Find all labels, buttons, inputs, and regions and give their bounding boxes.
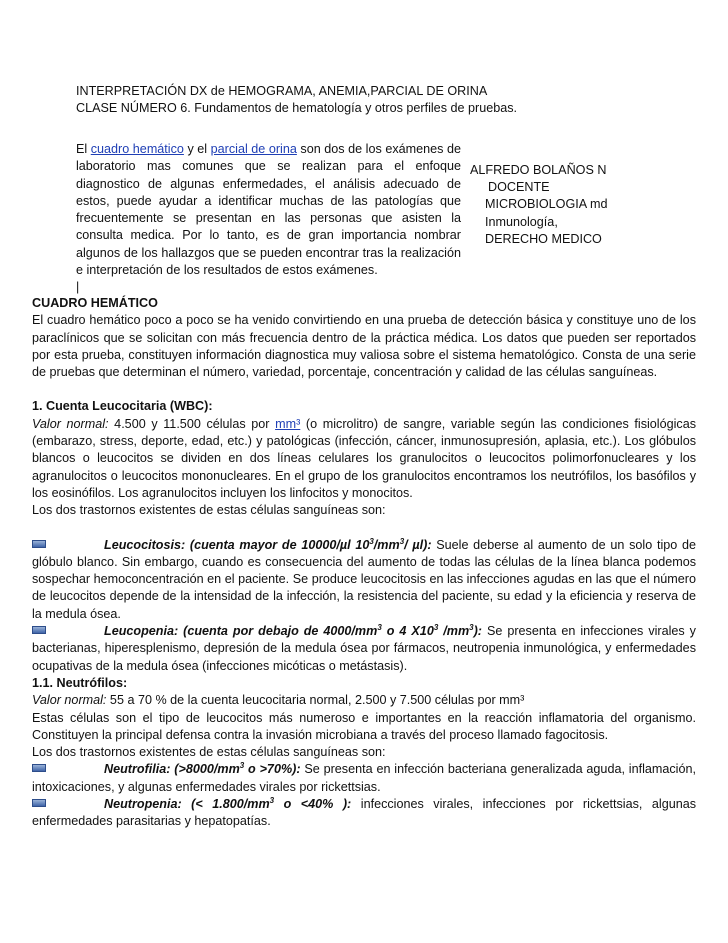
wbc-normal-value: 4.500 y 11.500 células por [108,416,276,431]
leucopenia-item [32,623,696,675]
document-body [32,295,696,831]
neutropenia-text: infecciones virales, infecciones por rickettsias, algunas enfermedades parasitarias y hepatopatías. [32,797,697,829]
leucocitosis-text: Suele deberse al aumento de un solo tipo de glóbulo blanco. Sin embargo, cuando es consecuencia del aumento de todas las células de la línea blanca podemos sospechar hemoconcentración en el paciente. Se produce leucocitosis en las infecciones agudas en las que el número de leucocitos depende de la intensidad de la infección, la resistencia del paciente, su edad y la eficiencia y reserva de la medula ósea. [32,537,696,621]
intro-paragraph [76,141,461,297]
wbc-title: 1. Cuenta Leucocitaria (WBC): [32,399,213,414]
author-area-1: Inmunología, [485,214,558,229]
neutrofilos-normal [32,692,696,709]
neutrofilos-disorders-intro: Los dos trastornos existentes de estas células sanguíneas son: [32,745,386,760]
author-box [470,162,710,248]
neutrofilia-heading: Neutrofilia: ($>8000/mm^3$ o >70%): [104,761,301,777]
wbc-paragraph [32,416,696,502]
bullet-icon [32,764,46,772]
intro-text-end: son dos de los exámenes de laboratorio mas comunes que se realizan para el enfoque diagnostico de algunas enfermedades, el análisis adecuado de estos, puede ayudar a identificar muchas de las patologías que frecuentemente se presentan en las personas que asisten la consulta medica. Por lo tanto, es de gran importancia nombrar algunos de los hallazgos que se pueden encontrar tras la realización e interpretación de los resultados de estos exámenes. [76,142,461,278]
intro-text-start: El [76,142,91,156]
wbc-disorders-intro: Los dos trastornos existentes de estas células sanguíneas son: [32,503,386,518]
author-name: ALFREDO BOLAÑOS N [470,163,607,177]
author-dept: MICROBIOLOGIA md [485,197,608,212]
leucopenia-text: Se presenta en infecciones virales y bacterianas, hiperesplenismo, depresión de la medula ósea por fármacos, neutropenia inmunológica, y enfermedades ocupativas de la medula ósea (infecciones micóticas o metástasis). [32,624,696,673]
author-area-2: DERECHO MEDICO [485,231,602,246]
link-mm3[interactable]: mm³ [275,416,301,431]
text-cursor: | [76,280,80,295]
link-parcial-de-orina[interactable]: parcial de orina [210,142,297,156]
neutrofilia-item [32,761,696,796]
section-title: CUADRO HEMÁTICO [32,296,158,310]
bullet-icon [32,540,46,548]
neutropenia-item [32,796,696,831]
bullet-icon [32,799,46,807]
section-paragraph: El cuadro hemático poco a poco se ha venido convirtiendo en una prueba de detección básica y constituye uno de los paraclínicos que se solicitan con más frecuencia dentro de la práctica médica. Los datos que pueden ser reportados por esta prueba, constituyen información diagnostica muy valiosa sobre el sistema hematológico. Consta de una serie de pruebas que determinan el número, variedad, porcentaje, concentración y calidad de las células sanguíneas. [32,313,696,380]
leucocitosis-item [32,537,696,623]
author-role: DOCENTE [488,180,550,195]
neutrofilia-text: Se presenta en infección bacteriana generalizada aguda, inflamación, intoxicaciones, y algunas enfermedades virales por rickettsias. [32,762,696,794]
document-header [76,83,546,118]
header-title: INTERPRETACIÓN DX de HEMOGRAMA, ANEMIA,PARCIAL DE ORINA [76,84,488,98]
leucopenia-heading: Leucopenia: (cuenta por debajo de $4000/mm^3$ o 4 $X10^3$ $/mm^3$): [104,622,482,639]
wbc-normal-label: Valor normal: [32,416,109,431]
neutrofilos-paragraph: Estas células son el tipo de leucocitos más numeroso e importantes en la reacción inflamatoria del organismo. Constituyen la principal defensa contra la invasión microbiana a través del proceso llamado fagocitosis. [32,710,696,742]
bullet-icon [32,626,46,634]
intro-text-mid: y el [183,142,211,156]
leucocitosis-heading: Leucocitosis: (cuenta mayor de 10000/µl $10^3/mm^3/$ µl): [104,536,432,552]
neutrofilos-title: 1.1. Neutrófilos: [32,675,128,690]
link-cuadro-hematico[interactable]: cuadro hemático [90,142,184,156]
neutropenia-heading: Neutropenia: (< $1.800/mm^3$ o <40% ): [104,795,352,812]
neutrofilos-normal-value: 55 a 70 % de la cuenta leucocitaria normal, 2.500 y 7.500 células por mm³ [106,693,525,708]
header-subtitle: CLASE NÚMERO 6. Fundamentos de hematología y otros perfiles de pruebas. [76,101,518,116]
neutrofilos-normal-label: Valor normal: [32,693,107,708]
wbc-description: (o microlitro) de sangre, variable según las condiciones fisiológicas (embarazo, stress, deporte, edad, etc.) y patológicas (infección, cáncer, inmunosupresión, aplasia, etc.). Los glóbulos blancos o leucocitos se dividen en dos líneas celulares los granulocitos o leucocitos polimorfonucleares y los agranulocitos o leucocitos mononucleares. En el grupo de los granulocitos encontramos los neutrófilos, los basófilos y los eosinófilos. Los agranulocitos incluyen los linfocitos y monocitos. [32,416,696,500]
